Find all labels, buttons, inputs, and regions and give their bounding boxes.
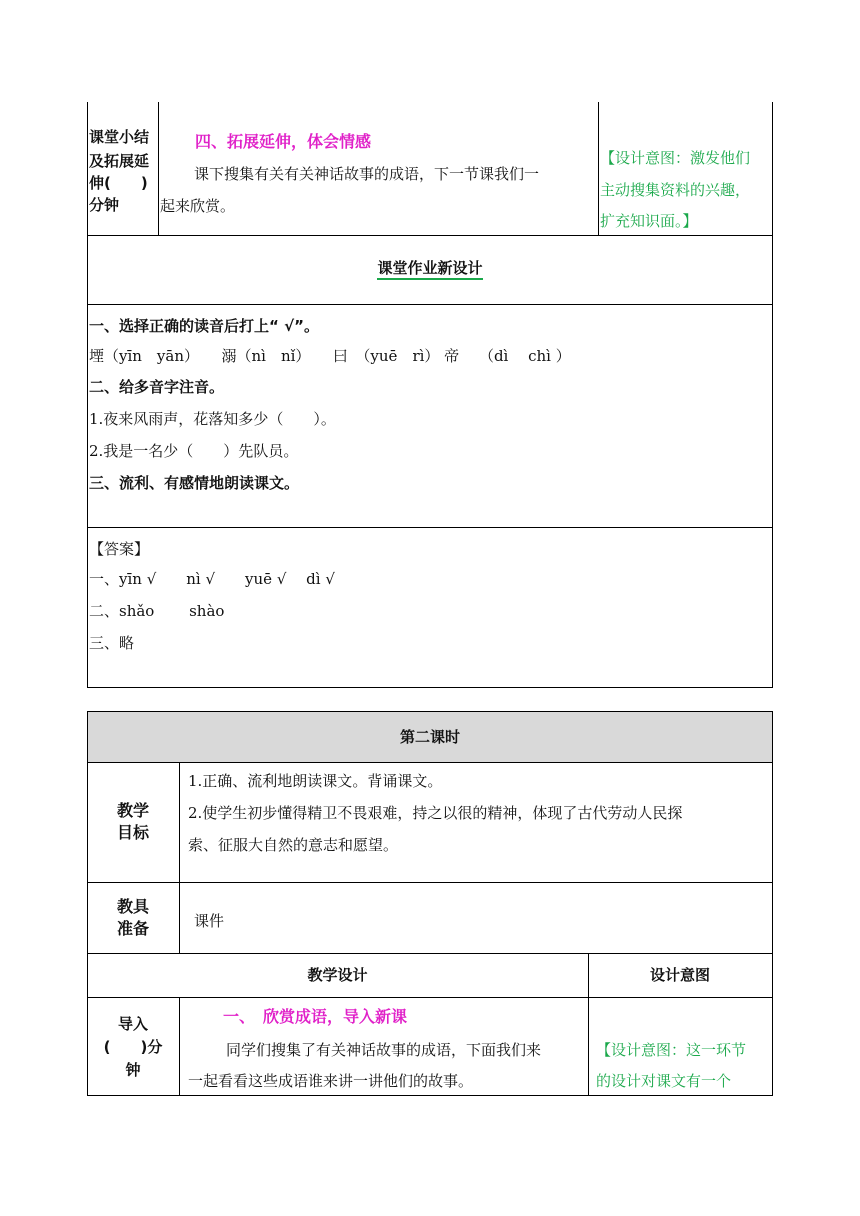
summary-label-line-3: 伸( ): [89, 174, 148, 192]
intent-header: 设计意图: [649, 966, 710, 984]
tools-label: [87, 896, 179, 940]
intro-label-line-1: 导入: [117, 1015, 148, 1033]
summary-body-line-1: 课下搜集有关有关神话故事的成语，下一节课我们一: [194, 165, 540, 183]
goals-line-1: 1.正确、流利地朗读课文。背诵课文。: [188, 772, 443, 790]
table-2-top-border: [87, 711, 773, 712]
intro-body-line-1: 同学们搜集了有关神话故事的成语，下面我们来: [226, 1041, 542, 1059]
tools-value: 课件: [194, 912, 225, 930]
intro-label: [87, 1013, 179, 1082]
q3-title: 三、流利、有感情地朗读课文。: [89, 474, 300, 492]
goals-label: [87, 800, 179, 844]
t2-row-divider-4: [87, 997, 773, 998]
tools-label-line-1: 教具: [116, 897, 149, 916]
goals-label-line-1: 教学: [116, 801, 149, 820]
summary-intent-line-3: 扩充知识面。】: [600, 212, 698, 230]
goals-label-line-2: 目标: [116, 823, 149, 842]
table-2-right-border: [772, 711, 773, 1096]
summary-label-line-4: 分钟: [89, 196, 120, 214]
intro-intent-line-1: 【设计意图：这一环节: [596, 1041, 747, 1059]
table-1-left-border: [87, 102, 88, 688]
t2-row-divider-2: [87, 882, 773, 883]
summary-intent-line-2: 主动搜集资料的兴趣，: [600, 181, 751, 199]
goals-line-3: 索、征服大自然的意志和愿望。: [188, 836, 399, 854]
table-2-bottom-border: [87, 1095, 773, 1096]
answers-line-3: 三、略: [89, 634, 135, 652]
intro-label-line-2: ( )分: [103, 1038, 163, 1056]
summary-heading: 四、拓展延伸，体会情感: [195, 132, 372, 151]
summary-label-line-1: 课堂小结: [89, 128, 150, 146]
q1-items: 堙（yīn yān） 溺（nì nǐ） 曰 （yuē rì） 帝 （dì chì ）: [89, 347, 571, 365]
q2-title: 二、给多音字注音。: [89, 378, 225, 396]
table-1-bottom-border: [87, 687, 773, 688]
answers-title: 【答案】: [89, 540, 150, 558]
t2-row-divider-3: [87, 953, 773, 954]
summary-divider-left: [158, 102, 159, 235]
row-divider-2: [87, 304, 773, 305]
summary-body-line-2: 起来欣赏。: [160, 197, 236, 215]
q1-title: 一、选择正确的读音后打上“ √”。: [89, 317, 319, 335]
q2-item-2: 2.我是一名少（ ）先队员。: [89, 442, 299, 460]
homework-title: 课堂作业新设计: [377, 259, 482, 280]
tools-label-line-2: 准备: [116, 919, 149, 938]
row-divider-1: [87, 235, 773, 236]
summary-label-line-2: 及拓展延: [89, 152, 150, 170]
lesson-header: 第二课时: [399, 728, 460, 746]
summary-intent-line-1: 【设计意图：激发他们: [600, 149, 751, 167]
answers-line-1: 一、yīn √ nì √ yuē √ dì √: [89, 570, 335, 588]
t2-label-divider-upper: [179, 762, 180, 953]
goals-line-2: 2.使学生初步懂得精卫不畏艰难，持之以很的精神，体现了古代劳动人民探: [188, 804, 683, 822]
summary-divider-right: [598, 102, 599, 235]
intro-heading: 一、 欣赏成语，导入新课: [223, 1007, 408, 1026]
homework-title-wrap: [87, 258, 773, 278]
table-1-right-border: [772, 102, 773, 688]
answers-line-2: 二、shǎo shào: [89, 602, 225, 620]
intro-intent-line-2: 的设计对课文有一个: [596, 1072, 732, 1090]
intro-label-line-3: 钟: [125, 1061, 141, 1079]
t2-label-divider-lower: [179, 997, 180, 1096]
row-divider-3: [87, 527, 773, 528]
design-header: 教学设计: [307, 966, 368, 984]
intro-body-line-2: 一起看看这些成语谁来讲一讲他们的故事。: [188, 1072, 474, 1090]
q2-item-1: 1.夜来风雨声，花落知多少（ ）。: [89, 410, 336, 428]
t2-row-divider-1: [87, 762, 773, 763]
